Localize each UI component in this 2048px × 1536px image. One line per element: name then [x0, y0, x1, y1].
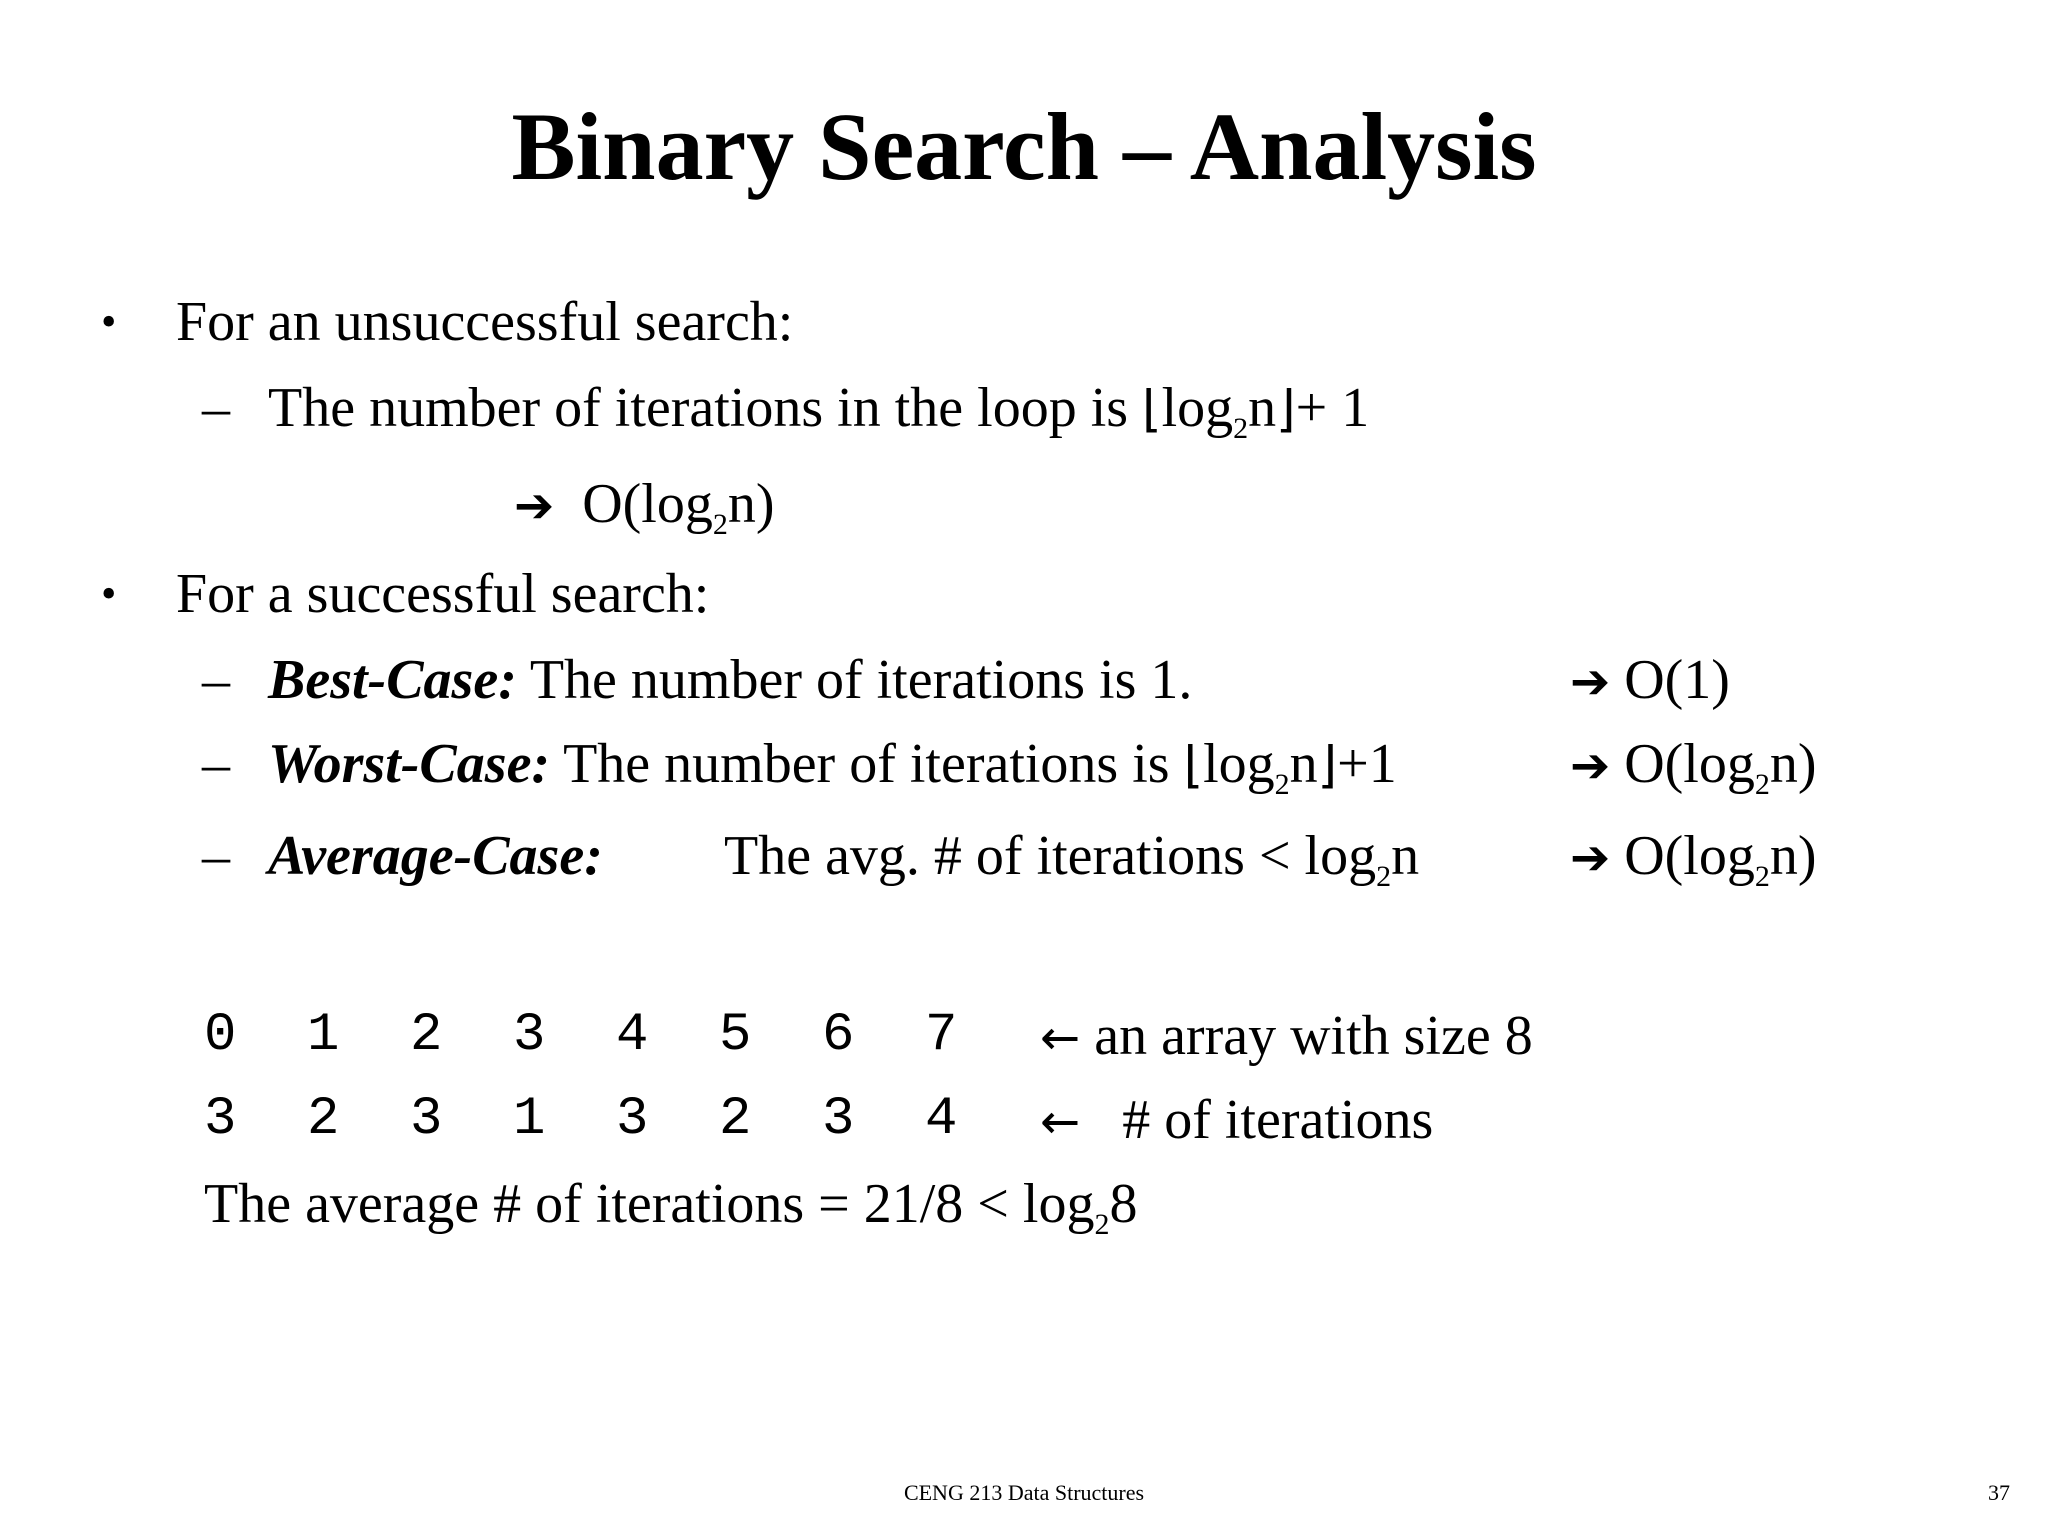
log-text: log [1203, 733, 1275, 795]
average-iterations-text: The average # of iterations = 21/8 < log [204, 1173, 1095, 1235]
footer-course: CENG 213 Data Structures [903, 1480, 1145, 1505]
log-base: 2 [1376, 860, 1392, 893]
iterations-text: The number of iterations in the loop is [268, 377, 1143, 439]
best-case-complexity [1570, 648, 1730, 714]
unsuccessful-complexity [514, 472, 775, 557]
average-case-text [724, 824, 1419, 909]
complexity-base: 2 [712, 508, 728, 541]
floor-left-symbol: ⌊ [1183, 736, 1204, 794]
complexity-open: O(log [1624, 825, 1755, 887]
log-var: n [1391, 825, 1420, 887]
array-index: 6 [822, 1005, 855, 1066]
sub-bullet-dash: – [202, 377, 230, 439]
complexity-base: 2 [1754, 860, 1770, 893]
complexity-open: O(log [1624, 733, 1755, 795]
array-index: 5 [719, 1005, 752, 1066]
slide-title: Binary Search – Analysis [511, 93, 1537, 200]
average-case-label: Average-Case: [268, 825, 603, 887]
average-case-description: The avg. # of iterations < log [724, 825, 1377, 887]
complexity-close: n) [1769, 733, 1817, 795]
sub-bullet-unsuccessful-iterations [268, 376, 1369, 461]
bullet-marker: • [101, 297, 117, 346]
iterations-note [1040, 1088, 1433, 1154]
right-arrow-icon: ➔ [1570, 738, 1611, 794]
average-iterations-line [204, 1172, 1137, 1257]
sub-bullet-dash: – [202, 733, 230, 795]
bullet-successful-text: For a successful search: [176, 563, 710, 625]
log-value: 8 [1109, 1173, 1138, 1235]
right-arrow-icon: ➔ [1570, 654, 1611, 710]
iteration-count: 4 [925, 1089, 958, 1150]
log-base: 2 [1233, 412, 1249, 445]
slide-number: 37 [1988, 1480, 2010, 1505]
worst-case-text: The number of iterations is [550, 733, 1184, 795]
iteration-count: 3 [204, 1089, 237, 1150]
plus-one-text: +1 [1337, 733, 1397, 795]
best-case-complexity-value: O(1) [1624, 649, 1730, 711]
complexity-close: n) [727, 473, 775, 535]
right-arrow-icon: ➔ [1570, 830, 1611, 886]
left-arrow-icon: ← [1040, 1094, 1081, 1150]
array-index: 3 [513, 1005, 546, 1066]
iteration-count-row [204, 1088, 1028, 1152]
iteration-count: 1 [513, 1089, 546, 1150]
average-case-complexity [1570, 824, 1817, 909]
log-text: log [1161, 377, 1234, 439]
bullet-marker: • [101, 569, 117, 618]
array-index: 2 [410, 1005, 443, 1066]
complexity-base: 2 [1754, 768, 1770, 801]
iterations-note-text: # of iterations [1122, 1089, 1434, 1151]
right-arrow-icon: ➔ [514, 478, 555, 534]
array-index: 7 [925, 1005, 958, 1066]
array-size-note [1040, 1004, 1533, 1070]
floor-right-symbol: ⌋ [1317, 736, 1338, 794]
floor-right-symbol: ⌋ [1276, 380, 1296, 438]
best-case-label: Best-Case: [268, 649, 517, 711]
array-index: 1 [307, 1005, 340, 1066]
complexity-close: n) [1769, 825, 1817, 887]
log-base: 2 [1094, 1208, 1110, 1241]
iteration-count: 2 [307, 1089, 340, 1150]
bullet-unsuccessful-text: For an unsuccessful search: [176, 291, 794, 353]
worst-case-complexity [1570, 732, 1817, 817]
worst-case-label: Worst-Case: [268, 733, 551, 795]
left-arrow-icon: ← [1040, 1010, 1081, 1066]
array-index: 4 [616, 1005, 649, 1066]
floor-left-symbol: ⌊ [1142, 380, 1162, 438]
iteration-count: 3 [410, 1089, 443, 1150]
sub-bullet-dash: – [202, 649, 230, 711]
sub-bullet-dash: – [202, 825, 230, 887]
complexity-open: O(log [582, 473, 713, 535]
plus-one-text: + 1 [1295, 377, 1370, 439]
best-case-line [268, 648, 1192, 712]
array-index: 0 [204, 1005, 237, 1066]
array-size-note-text: an array with size 8 [1094, 1005, 1533, 1067]
iteration-count: 3 [616, 1089, 649, 1150]
log-base: 2 [1274, 768, 1290, 801]
iteration-count: 2 [719, 1089, 752, 1150]
best-case-text: The number of iterations is 1. [516, 649, 1193, 711]
log-var: n [1289, 733, 1318, 795]
worst-case-line [268, 732, 1397, 817]
iteration-count: 3 [822, 1089, 855, 1150]
log-var: n [1248, 377, 1277, 439]
array-index-row [204, 1004, 1028, 1068]
